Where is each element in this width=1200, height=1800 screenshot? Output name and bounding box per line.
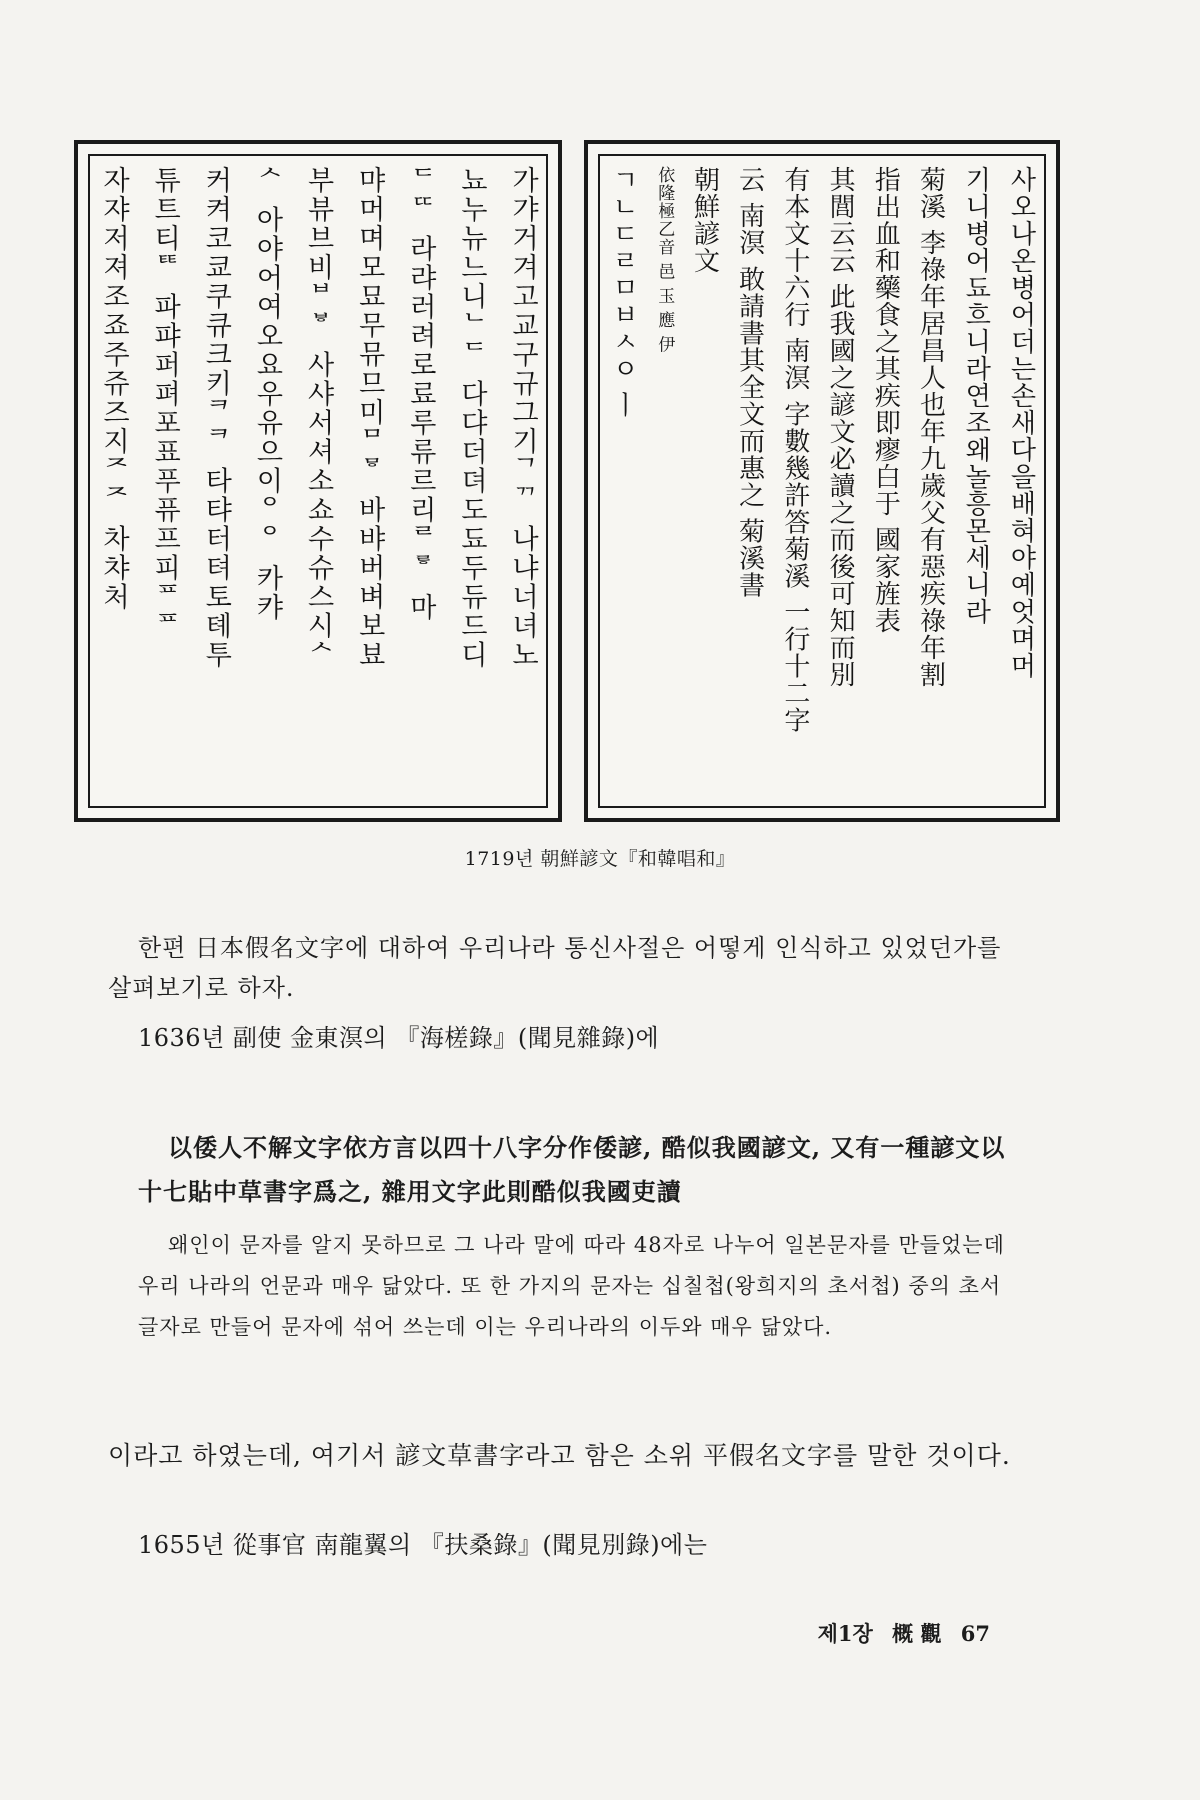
right-column: 기니병어됴흐니라연조왜놀흥몬세니라 bbox=[960, 166, 991, 625]
left-column: 부뷰브비ᄇᄫ 사샤서셔소쇼수슈스시ᄉ bbox=[302, 166, 334, 670]
right-column: 사오나온병어더는손새다을배혀야예엇며머 bbox=[1005, 166, 1036, 679]
right-column: 依隆極乙音 邑 玉 應 伊 bbox=[654, 166, 675, 354]
body-paragraph: 이라고 하였는데, 여기서 諺文草書字라고 함은 소위 平假名文字를 말한 것이다. bbox=[108, 1441, 1011, 1470]
left-column: 튜트티ᄐᄐ 파퍄퍼펴포표푸퓨프피ᄑᄑ bbox=[149, 166, 181, 641]
page-number: 67 bbox=[960, 1621, 990, 1646]
facsimile-left-panel bbox=[74, 140, 562, 822]
citation-line: 1655년 從事官 南龍翼의 『扶桑錄』(聞見別錄)에는 bbox=[138, 1531, 708, 1559]
chapter-title: 概 觀 bbox=[892, 1621, 942, 1646]
left-column: ᄃᄄ 라랴러려로료루류르리ᄅᄛ 마 bbox=[404, 166, 436, 623]
right-column: 有本文十六行 南溟 字數幾許答菊溪 一行十二字 bbox=[779, 166, 810, 734]
right-column: 其閭云云 此我國之諺文必讀之而後可知而別 bbox=[825, 166, 856, 689]
chapter-label: 제1장 bbox=[817, 1621, 873, 1646]
figure-caption: 1719년 朝鮮諺文『和韓唱和』 bbox=[464, 848, 736, 870]
page-footer bbox=[806, 1618, 990, 1648]
left-column: ᄉ 아야어여오요우유으이ᄋᄋ 카캬 bbox=[251, 166, 283, 623]
left-column: 자쟈저져조죠주쥬즈지ᄌᄌ 차챠처 bbox=[98, 166, 129, 612]
facsimile-image bbox=[74, 140, 1060, 822]
right-column: 指出血和藥食之其疾即瘳白于 國家旌表 bbox=[870, 166, 901, 635]
right-column: 菊溪 李祿年居昌人也年九歲父有惡疾祿年割 bbox=[915, 166, 946, 689]
right-column: 朝鮮諺文 bbox=[689, 166, 720, 274]
left-column: 먀머며모묘무뮤므미ᄆᄝ 바뱌버벼보뵤 bbox=[353, 166, 385, 670]
citation-line: 1636년 副使 金東溟의 『海槎錄』(聞見雜錄)에 bbox=[138, 1024, 660, 1052]
facsimile-right-panel bbox=[584, 140, 1060, 822]
classical-quote: 以倭人不解文字依方言以四十八字分作倭諺, 酷似我國諺文, 又有一種諺文以十七貼中草書字爲之, 雜用文字此則酷似我國吏讀 bbox=[138, 1133, 1006, 1206]
left-column: 커켜코쿄쿠큐크키ᄏᄏ 타탸터텨토톄투 bbox=[200, 166, 232, 670]
body-paragraph: 한편 日本假名文字에 대하여 우리나라 통신사절은 어떻게 인식하고 있었던가를 살펴보기로 하자. bbox=[108, 934, 1002, 1002]
left-column: 가갸거겨고교구규그기ᄀᄁ 나냐너녀노 bbox=[507, 166, 538, 670]
right-column: ㄱㄴㄷㄹㅁㅂㅅㅇ ㅣ bbox=[608, 166, 638, 419]
left-column: 뇨누뉴느니ᄂᄃ 다댜더뎌도됴두듀드디 bbox=[455, 166, 487, 670]
right-column: 云 南溟 敢請書其全文而惠之 菊溪書 bbox=[734, 166, 765, 599]
quote-translation: 왜인이 문자를 알지 못하므로 그 나라 말에 따라 48자로 나누어 일본문자를 만들었는데 우리 나라의 언문과 매우 닮았다. 또 한 가지의 문자는 십칠첩(왕희지의 초서첩) 중의 초서 글자로 만들어 문자에 섞어 쓰는데 이는 우리나라의 이두와 매우 닮았다. bbox=[138, 1233, 1005, 1339]
